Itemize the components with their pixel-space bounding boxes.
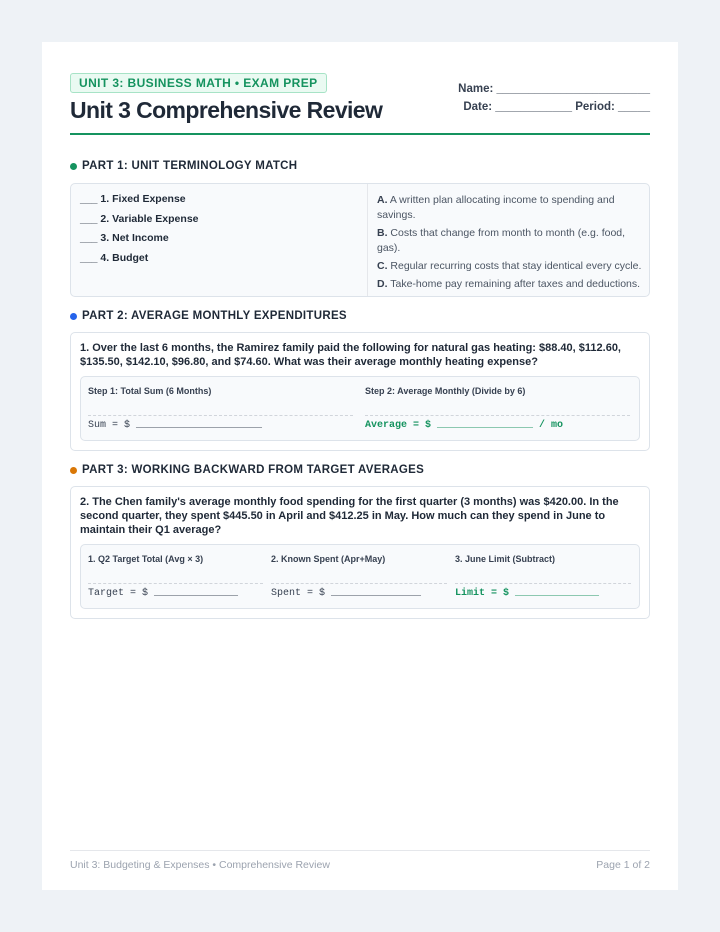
definition-item: B. Costs that change from month to month (e.g. food, gas). [377,227,626,254]
limit-answer-field[interactable]: Limit = $ ______________ [455,588,600,599]
question-1-steps [80,376,640,441]
answer-line [88,583,263,584]
question-1-text: 1. Over the last 6 months, the Ramirez family paid the following for natural gas heating: $88.40, $112.60, $135.50, $142.10, $96.80, and $74.60. What was their average monthly heating expense? [80,342,621,368]
part3-heading [70,464,650,476]
average-answer-field[interactable]: Average = $ ________________ / mo [365,420,564,431]
step-1 [81,545,264,608]
term-item: ___ 2. Variable Expense [80,212,199,225]
spent-answer-field[interactable]: Spent = $ _______________ [271,588,422,599]
page-title: Unit 3 Comprehensive Review [70,97,383,123]
page-footer [70,850,650,880]
name-line: Name: ________________________ [458,83,650,95]
part1-dot-icon [70,163,77,170]
definition-item: C. Regular recurring costs that stay identical every cycle. [377,260,642,272]
step-2 [358,377,641,440]
part2-heading-text: PART 2: AVERAGE MONTHLY EXPENDITURES [82,310,347,322]
definition-item: D. Take-home pay remaining after taxes and deductions. [377,278,641,290]
question-2-card [70,486,650,619]
question-1-card [70,332,650,451]
question-2-text: 2. The Chen family's average monthly food spending for the first quarter (3 months) was $420.00. In the second quarter, they spent $445.50 in April and $412.25 in May. How much can they spend in June to maintain their Q1 average? [80,496,619,536]
answer-line [88,415,353,416]
student-info [458,80,650,116]
sum-answer-field[interactable]: Sum = $ _____________________ [88,420,263,431]
definition-item: A. A written plan allocating income to spending and savings. [377,194,615,221]
step-label: Step 1: Total Sum (6 Months) [88,386,212,396]
step-label: Step 2: Average Monthly (Divide by 6) [365,386,526,396]
part1-heading [70,160,650,172]
matching-box [70,183,650,297]
part1-heading-text: PART 1: UNIT TERMINOLOGY MATCH [82,160,298,172]
answer-line [455,583,631,584]
unit-badge: UNIT 3: BUSINESS MATH • EXAM PREP [70,73,327,93]
target-answer-field[interactable]: Target = $ ______________ [88,588,239,599]
step-label: 3. June Limit (Subtract) [455,554,556,564]
part3-heading-text: PART 3: WORKING BACKWARD FROM TARGET AVERAGES [82,464,425,476]
part3-dot-icon [70,467,77,474]
worksheet-page [42,42,678,890]
term-list [80,193,360,271]
term-item: ___ 4. Budget [80,251,149,264]
part2-dot-icon [70,313,77,320]
term-item: ___ 1. Fixed Expense [80,193,186,205]
part2-heading [70,310,650,322]
column-divider [367,184,368,296]
step-2 [264,545,448,608]
step-label: 1. Q2 Target Total (Avg × 3) [88,554,204,564]
footer-left: Unit 3: Budgeting & Expenses • Comprehensive Review [70,859,330,871]
step-3 [448,545,641,608]
header [70,73,650,135]
term-item: ___ 3. Net Income [80,232,169,244]
answer-line [271,583,447,584]
answer-line [365,415,630,416]
question-2-steps [80,544,640,609]
date-period-line: Date: ____________ Period: _____ [463,101,650,113]
step-1 [81,377,358,440]
definition-list [377,193,643,295]
step-label: 2. Known Spent (Apr+May) [271,554,386,564]
page-number: Page 1 of 2 [596,859,650,871]
